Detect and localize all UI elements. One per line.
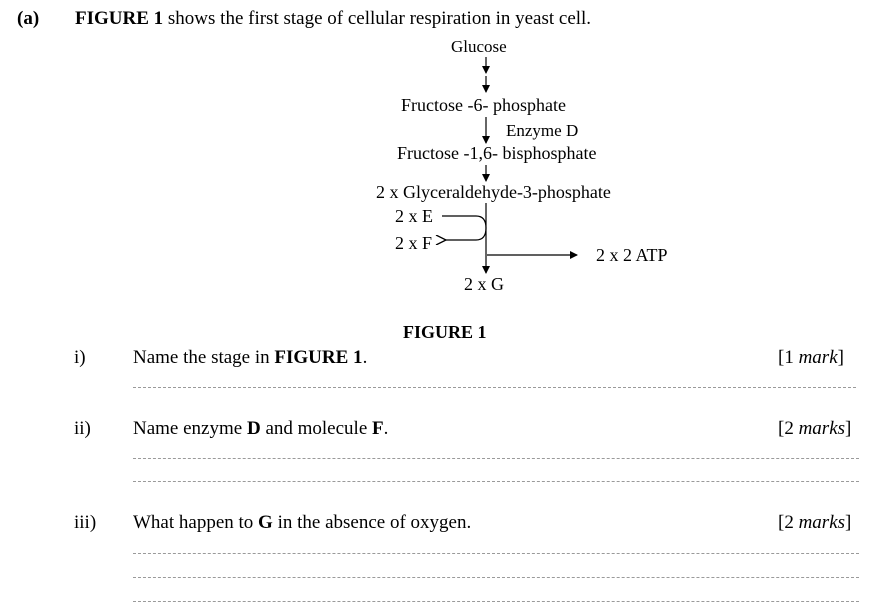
- question-1-end: .: [362, 347, 368, 368]
- marks-close: ]: [845, 512, 852, 533]
- answer-line[interactable]: [133, 577, 859, 578]
- question-1-text: [133, 347, 367, 369]
- marks-close: ]: [837, 347, 844, 368]
- question-3-end: in the absence of oxygen.: [272, 512, 472, 533]
- marks-word: marks: [798, 418, 846, 439]
- label-enzyme-d: Enzyme D: [506, 121, 579, 140]
- marks-open: [2: [778, 418, 799, 439]
- question-1-pre: Name the stage in: [133, 347, 275, 368]
- question-3-number: iii): [74, 512, 97, 533]
- label-f: 2 x F: [395, 233, 433, 253]
- answer-line[interactable]: [133, 553, 859, 554]
- label-fructose-1-6-bisphosphate: Fructose -1,6- bisphosphate: [397, 143, 597, 163]
- label-e: 2 x E: [395, 206, 433, 226]
- question-2-marks: [778, 418, 851, 440]
- question-2-number: ii): [74, 418, 91, 439]
- answer-line[interactable]: [133, 458, 859, 459]
- question-1-marks: [778, 347, 844, 369]
- question-2-mid: and molecule: [260, 418, 373, 439]
- intro-sentence: shows the first stage of cellular respiration in yeast cell.: [163, 8, 592, 29]
- marks-close: ]: [845, 418, 852, 439]
- question-3-pre: What happen to: [133, 512, 259, 533]
- marks-open: [1: [778, 347, 799, 368]
- label-glyceraldehyde-3-phosphate: 2 x Glyceraldehyde-3-phosphate: [376, 182, 611, 202]
- question-2-pre: Name enzyme: [133, 418, 247, 439]
- figure-caption: FIGURE 1: [403, 322, 487, 342]
- part-label: (a): [17, 8, 40, 29]
- question-2-bold-f: F: [372, 418, 384, 439]
- question-3-bold-g: G: [258, 512, 273, 533]
- label-atp: 2 x 2 ATP: [596, 245, 668, 265]
- arrow-e-to-f: [442, 216, 486, 240]
- question-1-number: i): [74, 347, 86, 368]
- marks-word: marks: [798, 512, 846, 533]
- answer-line[interactable]: [133, 601, 859, 602]
- question-2-end: .: [383, 418, 389, 439]
- question-2-text: [133, 418, 388, 440]
- question-1-bold: FIGURE 1: [274, 347, 363, 368]
- answer-line[interactable]: [133, 387, 856, 388]
- marks-word: mark: [798, 347, 838, 368]
- label-g: 2 x G: [464, 274, 504, 294]
- intro-figure-ref: FIGURE 1: [75, 8, 164, 29]
- marks-open: [2: [778, 512, 799, 533]
- question-3-marks: [778, 512, 851, 534]
- question-3-text: [133, 512, 471, 534]
- answer-line[interactable]: [133, 481, 859, 482]
- label-fructose-6-phosphate: Fructose -6- phosphate: [401, 95, 566, 115]
- question-2-bold-d: D: [246, 418, 261, 439]
- label-glucose: Glucose: [451, 37, 507, 56]
